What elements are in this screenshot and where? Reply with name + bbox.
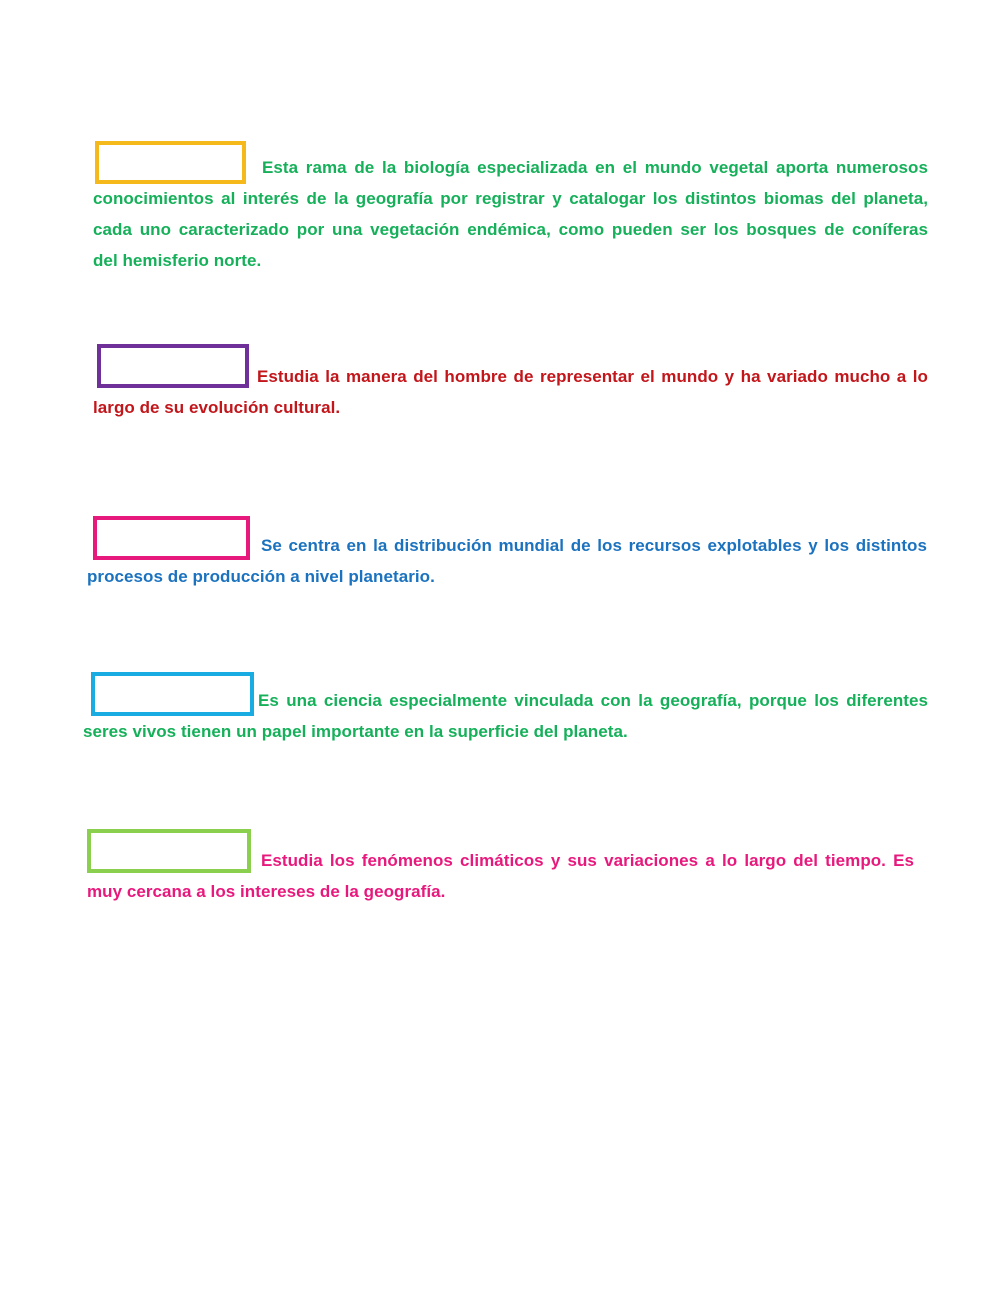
question-text-line: Estudia los fenómenos climáticos y sus variaciones a lo largo del tiempo. Es bbox=[261, 851, 914, 870]
question-text-line: procesos de producción a nivel planetario. bbox=[87, 567, 435, 586]
question-text-line: largo de su evolución cultural. bbox=[93, 398, 341, 417]
question-text-line: cada uno caracterizado por una vegetación endémica, como pueden ser los bosques de coníferas bbox=[93, 220, 928, 239]
answer-box-4[interactable] bbox=[91, 672, 254, 716]
answer-box-5[interactable] bbox=[87, 829, 251, 873]
answer-box-2[interactable] bbox=[97, 344, 249, 388]
question-text-line: Estudia la manera del hombre de representar el mundo y ha variado mucho a lo bbox=[257, 367, 928, 386]
question-text-line: Se centra en la distribución mundial de los recursos explotables y los distintos bbox=[261, 536, 927, 555]
question-text-line: Esta rama de la biología especializada en el mundo vegetal aporta numerosos bbox=[262, 158, 928, 177]
answer-box-1[interactable] bbox=[95, 141, 246, 184]
question-text-line: conocimientos al interés de la geografía por registrar y catalogar los distintos biomas del planeta, bbox=[93, 189, 928, 208]
question-text-line: del hemisferio norte. bbox=[93, 251, 262, 270]
question-text-line: seres vivos tienen un papel importante en la superficie del planeta. bbox=[83, 722, 628, 741]
answer-box-3[interactable] bbox=[93, 516, 250, 560]
question-text-line: muy cercana a los intereses de la geografía. bbox=[87, 882, 446, 901]
question-text-line: Es una ciencia especialmente vinculada con la geografía, porque los diferentes bbox=[258, 691, 928, 710]
